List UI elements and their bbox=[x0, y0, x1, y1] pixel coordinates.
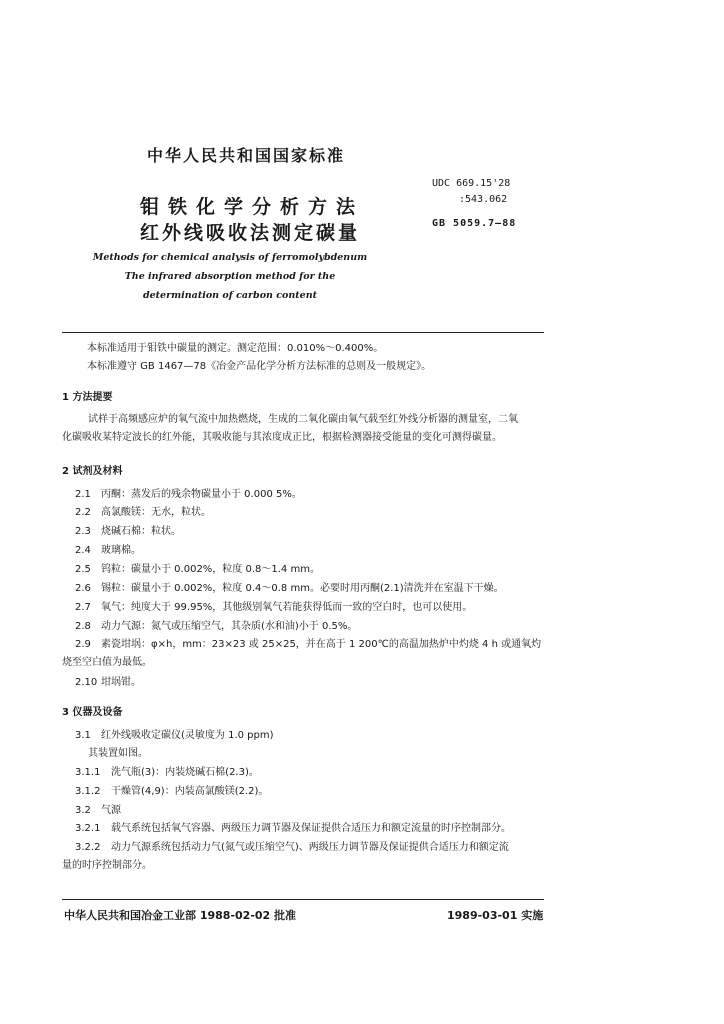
intro-line-2: 本标准遵守 GB 1467—78《冶金产品化学分析方法标准的总则及一般规定》。 bbox=[87, 361, 432, 372]
item-number: 3.2.2 bbox=[75, 842, 101, 853]
title-zh-line1: 钼铁化学分析方法 bbox=[140, 196, 365, 218]
gb-code: GB 5059.7—88 bbox=[432, 218, 517, 229]
list-item bbox=[75, 784, 268, 800]
item-text: 坩埚钳。 bbox=[101, 677, 141, 688]
udc-subcode: :543.062 bbox=[459, 194, 508, 205]
udc-code: UDC 669.15'28 bbox=[432, 178, 511, 189]
item-text: 锡粒：碳量小于 0.002%，粒度 0.4～0.8 mm。必要时用丙酮(2.1)清洗并在室温下干燥。 bbox=[101, 583, 504, 594]
item-subtext: 其装置如图。 bbox=[88, 748, 148, 759]
item-number: 2.9 bbox=[75, 639, 91, 650]
item-number: 2.2 bbox=[75, 507, 91, 518]
item-text: 玻璃棉。 bbox=[101, 545, 141, 556]
item-text: 动力气源：氮气或压缩空气，其杂质(水和油)小于 0.5%。 bbox=[101, 621, 358, 632]
item-text: 烧碱石棉：粒状。 bbox=[101, 526, 181, 537]
intro-line-1: 本标准适用于钼铁中碳量的测定。测定范围：0.010%～0.400%。 bbox=[87, 343, 384, 354]
implementation-date: 1989-03-01 实施 bbox=[447, 909, 544, 922]
section-2-heading: 2 试剂及材料 bbox=[62, 466, 123, 477]
list-item bbox=[75, 619, 357, 635]
section-1-heading: 1 方法提要 bbox=[62, 392, 113, 403]
list-item bbox=[75, 803, 121, 819]
item-continuation: 烧至空白值为最低。 bbox=[62, 657, 152, 668]
item-number: 2.10 bbox=[75, 677, 98, 688]
item-text: 丙酮：蒸发后的残余物碳量小于 0.000 5%。 bbox=[101, 489, 302, 500]
item-number: 2.6 bbox=[75, 583, 91, 594]
list-item bbox=[75, 562, 320, 578]
list-item bbox=[75, 505, 211, 521]
item-text: 高氯酸镁：无水，粒状。 bbox=[101, 507, 211, 518]
item-number: 2.3 bbox=[75, 526, 91, 537]
item-number: 2.5 bbox=[75, 564, 91, 575]
list-item bbox=[75, 637, 541, 653]
list-item bbox=[75, 524, 181, 540]
item-number: 2.8 bbox=[75, 621, 91, 632]
approval-date: 中华人民共和国冶金工业部 1988-02-02 批准 bbox=[64, 909, 297, 922]
item-text: 钨粒：碳量小于 0.002%，粒度 0.8～1.4 mm。 bbox=[101, 564, 320, 575]
item-text: 动力气源系统包括动力气(氮气或压缩空气)、两级压力调节器及保证提供合适压力和额定流 bbox=[111, 842, 509, 853]
item-text: 干燥管(4,9)：内装高氯酸镁(2.2)。 bbox=[111, 786, 269, 797]
list-item bbox=[75, 600, 472, 616]
header-divider bbox=[62, 332, 544, 333]
item-continuation: 量的时序控制部分。 bbox=[62, 860, 152, 871]
list-item bbox=[75, 543, 141, 559]
footer-divider bbox=[62, 899, 544, 900]
list-item bbox=[75, 840, 509, 856]
issuing-organization: 中华人民共和国国家标准 bbox=[147, 146, 346, 165]
item-number: 2.4 bbox=[75, 545, 91, 556]
item-number: 2.1 bbox=[75, 489, 91, 500]
title-en-line3: determination of carbon content bbox=[142, 290, 318, 301]
item-number: 3.1 bbox=[75, 730, 91, 741]
item-text: 气源 bbox=[101, 805, 121, 816]
item-text: 载气系统包括氧气容器、两级压力调节器及保证提供合适压力和额定流量的时序控制部分。 bbox=[111, 823, 511, 834]
item-number: 2.7 bbox=[75, 602, 91, 613]
section-1-line1: 试样于高频感应炉的氧气流中加热燃烧，生成的二氧化碳由氧气载至红外线分析器的测量室，二氧 bbox=[88, 414, 518, 425]
item-text: 素瓷坩埚：φ×h，mm：23×23 或 25×25，并在高于 1 200℃的高温加热炉中灼烧 4 h 或通氧灼 bbox=[101, 639, 542, 650]
list-item bbox=[75, 765, 259, 781]
title-zh-line2: 红外线吸收法测定碳量 bbox=[140, 222, 361, 244]
item-number: 3.2 bbox=[75, 805, 91, 816]
list-item bbox=[75, 728, 274, 744]
list-item bbox=[75, 821, 511, 837]
item-number: 3.1.2 bbox=[75, 786, 101, 797]
item-number: 3.1.1 bbox=[75, 767, 101, 778]
item-number: 3.2.1 bbox=[75, 823, 101, 834]
title-en-line1: Methods for chemical analysis of ferromolybdenum bbox=[92, 252, 368, 263]
title-en-line2: The infrared absorption method for the bbox=[124, 271, 336, 282]
list-item bbox=[75, 581, 504, 597]
section-3-heading: 3 仪器及设备 bbox=[62, 707, 123, 718]
item-text: 洗气瓶(3)：内装烧碱石棉(2.3)。 bbox=[111, 767, 259, 778]
item-text: 氧气：纯度大于 99.95%，其他级别氧气若能获得低而一致的空白时，也可以使用。 bbox=[101, 602, 473, 613]
list-item bbox=[75, 487, 302, 503]
item-text: 红外线吸收定碳仪(灵敏度为 1.0 ppm) bbox=[101, 730, 274, 741]
list-item bbox=[75, 675, 141, 691]
section-1-line2: 化碳吸收某特定波长的红外能，其吸收能与其浓度成正比，根据检测器接受能量的变化可测得碳量。 bbox=[62, 432, 502, 443]
